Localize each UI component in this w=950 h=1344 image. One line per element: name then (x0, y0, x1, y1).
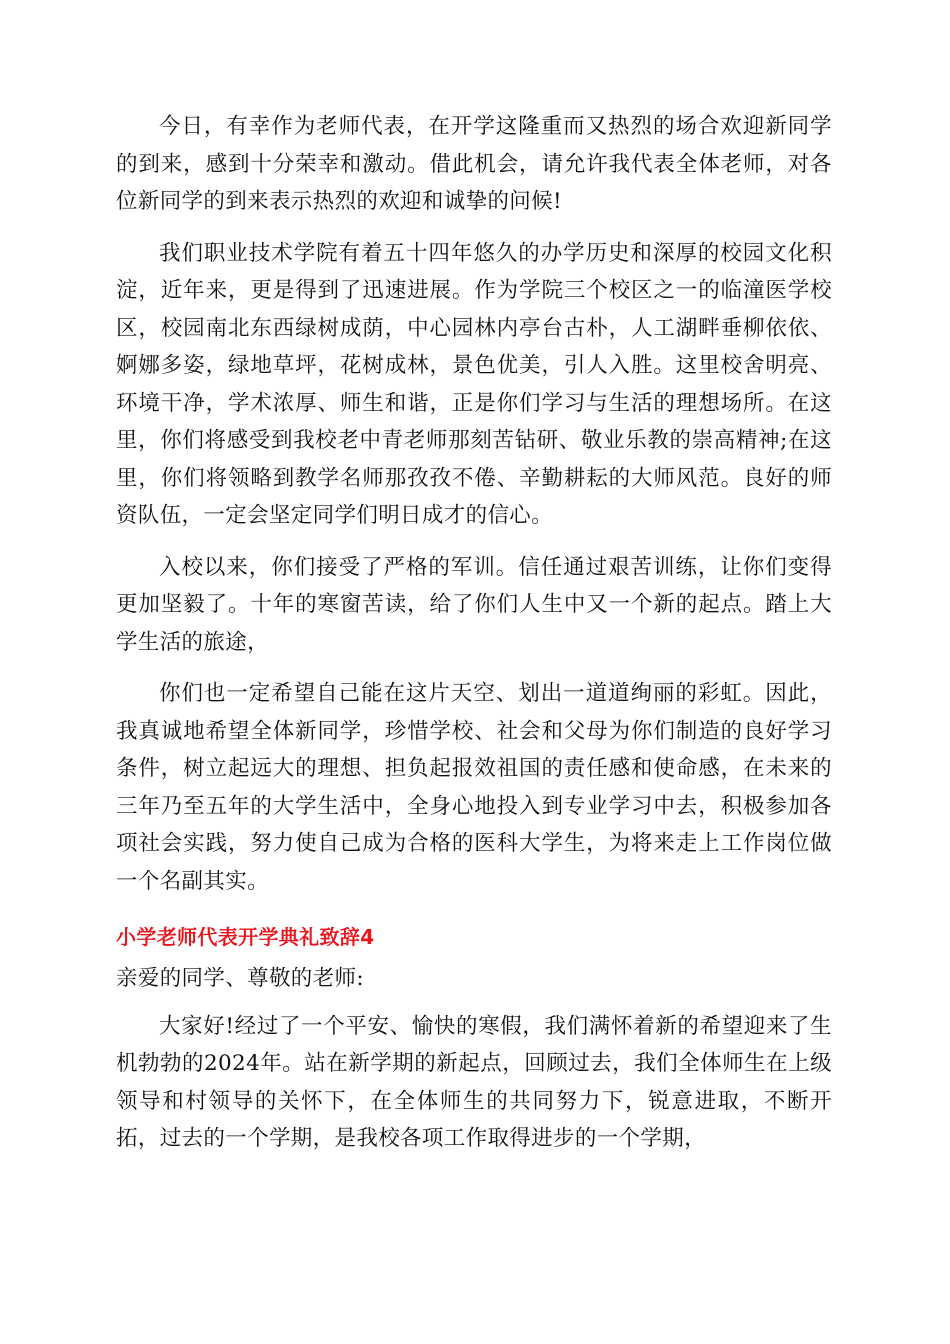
paragraph-college-intro: 我们职业技术学院有着五十四年悠久的办学历史和深厚的校园文化积淀，近年来，更是得到了迅速进展。作为学院三个校区之一的临潼医学校区，校园南北东西绿树成荫，中心园林内亭台古朴，人工湖畔垂柳依依、婀娜多姿，绿地草坪，花树成林，景色优美，引人入胜。这里校舍明亮、环境干净，学术浓厚、师生和谐，正是你们学习与生活的理想场所。在这里，你们将感受到我校老中青老师那刻苦钻研、敬业乐教的崇高精神;在这里，你们将领略到教学名师那孜孜不倦、辛勤耕耘的大师风范。良好的师资队伍，一定会坚定同学们明日成才的信心。 (116, 240, 832, 528)
paragraph-welcome: 今日，有幸作为老师代表，在开学这隆重而又热烈的场合欢迎新同学的到来，感到十分荣幸和激动。借此机会，请允许我代表全体老师，对各位新同学的到来表示热烈的欢迎和诚挚的问候! (116, 114, 832, 214)
document-page (116, 108, 832, 1172)
paragraph-hopes: 你们也一定希望自己能在这片天空、划出一道道绚丽的彩虹。因此，我真诚地希望全体新同学，珍惜学校、社会和父母为你们制造的良好学习条件，树立起远大的理想、担负起报效祖国的责任感和使命感，在未来的三年乃至五年的大学生活中，全身心地投入到专业学习中去，积极参加各项社会实践，努力使自己成为合格的医科大学生，为将来走上工作岗位做一个名副其实。 (116, 681, 832, 894)
section-heading: 小学老师代表开学典礼致辞4 (116, 925, 375, 949)
paragraph-new-semester: 大家好!经过了一个平安、愉快的寒假，我们满怀着新的希望迎来了生机勃勃的2024年。站在新学期的新起点，回顾过去，我们全体师生在上级领导和村领导的关怀下，在全体师生的共同努力下，锐意进取，不断开拓，过去的一个学期，是我校各项工作取得进步的一个学期， (116, 1013, 832, 1151)
paragraph-military-training: 入校以来，你们接受了严格的军训。信任通过艰苦训练，让你们变得更加坚毅了。十年的寒窗苦读，给了你们人生中又一个新的起点。踏上大学生活的旅途， (116, 554, 832, 655)
salutation: 亲爱的同学、尊敬的老师: (116, 966, 364, 991)
